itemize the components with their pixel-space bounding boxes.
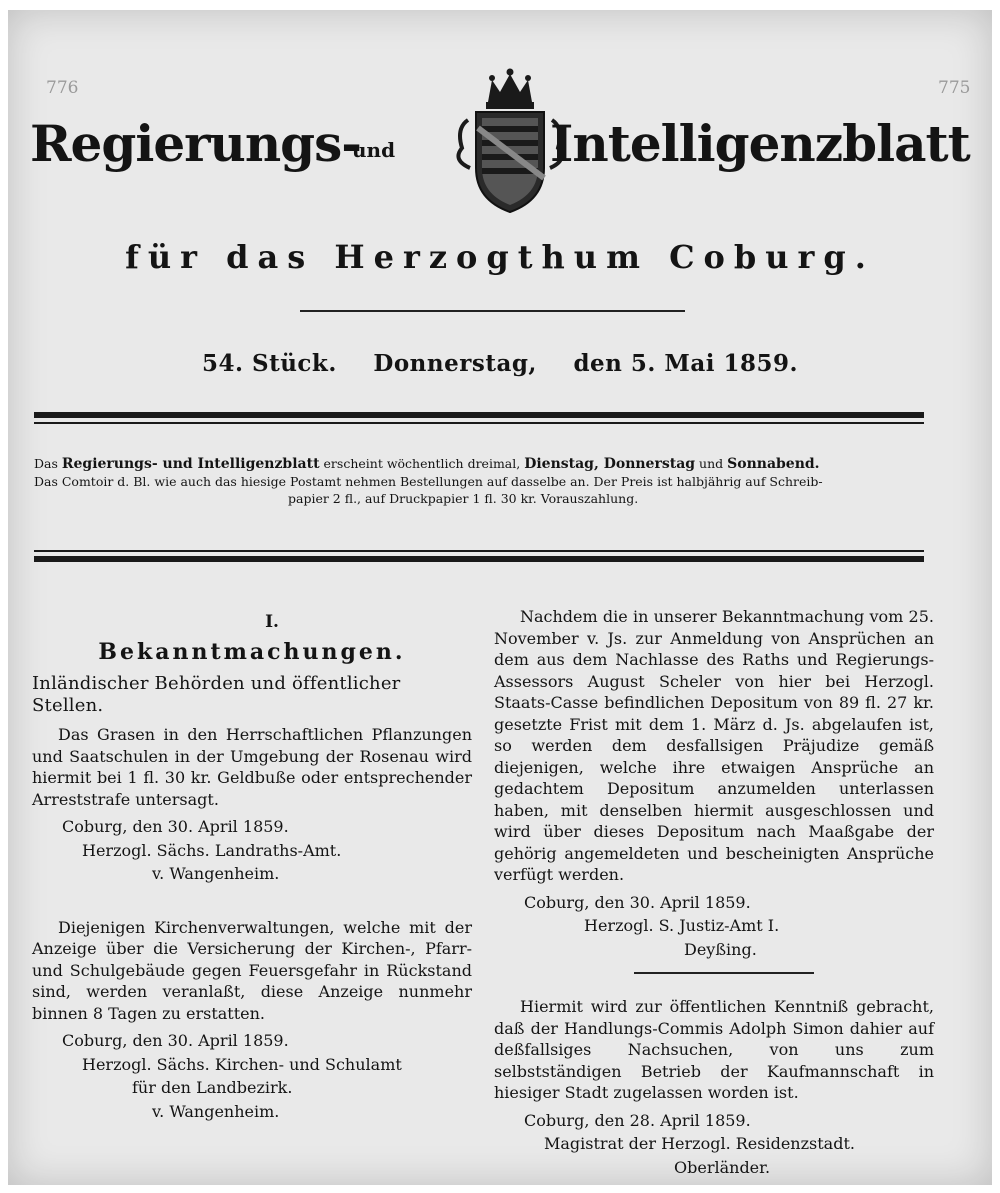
announcement-signature-office: Herzogl. Sächs. Kirchen- und Schulamt: [82, 1054, 402, 1074]
left-column: [32, 612, 472, 1122]
notice-und: und: [699, 456, 724, 471]
page-number-left: 776: [46, 78, 79, 98]
issue-date: den 5. Mai 1859.: [573, 350, 799, 377]
subtitle-rule: [300, 310, 685, 312]
announcement-signature-office: Herzogl. Sächs. Landraths-Amt.: [82, 840, 342, 860]
divider-rule: [34, 550, 924, 552]
issue-day: Donnerstag,: [373, 350, 537, 377]
announcement-date: Coburg, den 30. April 1859.: [62, 1031, 289, 1050]
section-divider: [634, 972, 814, 974]
notice-line2: Das Comtoir d. Bl. wie auch das hiesige Postamt nehmen Bestellungen auf dasselbe an. Der Preis ist halbjährig auf Schreib-: [34, 474, 823, 489]
masthead-subtitle: für das Herzogthum Coburg.: [125, 238, 875, 276]
announcement-text: Diejenigen Kirchenverwaltungen, welche mit der Anzeige über die Versicherung der Kirchen-, Pfarr- und Schulgebäude gegen Feuersgefahr in Rückstand sind, werden veranlaßt, diese Anzeige nunmehr binnen 8 Tagen zu erstatten.: [32, 917, 472, 1023]
notice-line1: erscheint wöchentlich dreimal,: [323, 456, 521, 471]
notice-line3: papier 2 fl., auf Druckpapier 1 fl. 30 kr. Vorauszahlung.: [288, 491, 639, 506]
subscription-notice: [34, 455, 934, 507]
section-subtitle: Inländischer Behörden und öffentlicher Stellen.: [32, 673, 401, 716]
announcement-signature-name: Deyßing.: [684, 939, 757, 959]
divider-rule: [34, 412, 924, 418]
announcement-date: Coburg, den 28. April 1859.: [524, 1110, 751, 1130]
section-title: Bekanntmachungen.: [98, 638, 406, 665]
notice-days: Dienstag, Donnerstag: [524, 456, 696, 472]
announcement-date: Coburg, den 30. April 1859.: [62, 817, 289, 836]
masthead: [30, 108, 970, 188]
announcement-signature-name: v. Wangenheim.: [152, 864, 280, 883]
announcement-signature-name: v. Wangenheim.: [152, 1101, 280, 1121]
announcement-text: Das Grasen in den Herrschaftlichen Pflanzungen und Saatschulen in der Umgebung der Rosenau wird hiermit bei 1 fl. 30 kr. Geldbuße oder entsprechender Arreststrafe untersagt.: [32, 725, 472, 809]
divider-rule: [34, 422, 924, 424]
masthead-title-right: Intelligenzblatt: [550, 114, 970, 173]
issue-line: [0, 350, 1000, 377]
notice-lead: Das: [34, 456, 58, 471]
section-number: I.: [265, 612, 279, 632]
masthead-title-left: Regierungs-: [30, 114, 362, 173]
notice-title: Regierungs- und Intelligenzblatt: [61, 456, 320, 472]
right-column: [494, 606, 934, 1178]
announcement-signature-district: für den Landbezirk.: [132, 1078, 293, 1097]
announcement-date: Coburg, den 30. April 1859.: [524, 892, 751, 912]
announcement-signature-office: Magistrat der Herzogl. Residenzstadt.: [544, 1134, 855, 1153]
announcement-signature-name: Oberländer.: [674, 1157, 771, 1177]
announcement-text: Hiermit wird zur öffentlichen Kenntniß gebracht, daß der Handlungs-Commis Adolph Simon dahier auf deßfallsiges Nachsuchen, von uns zum selbstständigen Betrieb der Kaufmannschaft in hiesiger Stadt zugelassen worden ist.: [494, 997, 934, 1102]
page-number-right: 775: [938, 78, 971, 98]
announcement-signature-office: Herzogl. S. Justiz-Amt I.: [584, 916, 780, 935]
notice-last-day: Sonnabend.: [727, 456, 820, 472]
announcement-text: Nachdem die in unserer Bekanntmachung vom 25. November v. Js. zur Anmeldung von Ansprüchen an dem aus dem Nachlasse des Raths und Regierungs-Assessors August Scheler von hier bei Herzogl. Staats-Casse befindlichen Depositum von 89 fl. 27 kr. gesetzte Frist mit dem 1. März d. Js. abgelaufen ist, so werden dem desfallsigen Präjudize gemäß diejenigen, welche ihre etwaigen Ansprüche an gedachtem Depositum anzumelden unterlassen haben, mit denselben hiermit ausgeschlossen und wird über dieses Depositum nach Maaßgabe der gehörig angemeldeten und bescheinigten Ansprüche verfügt werden.: [494, 607, 934, 884]
divider-rule: [34, 556, 924, 562]
masthead-und: und: [352, 138, 396, 162]
issue-number: 54. Stück.: [201, 350, 337, 377]
